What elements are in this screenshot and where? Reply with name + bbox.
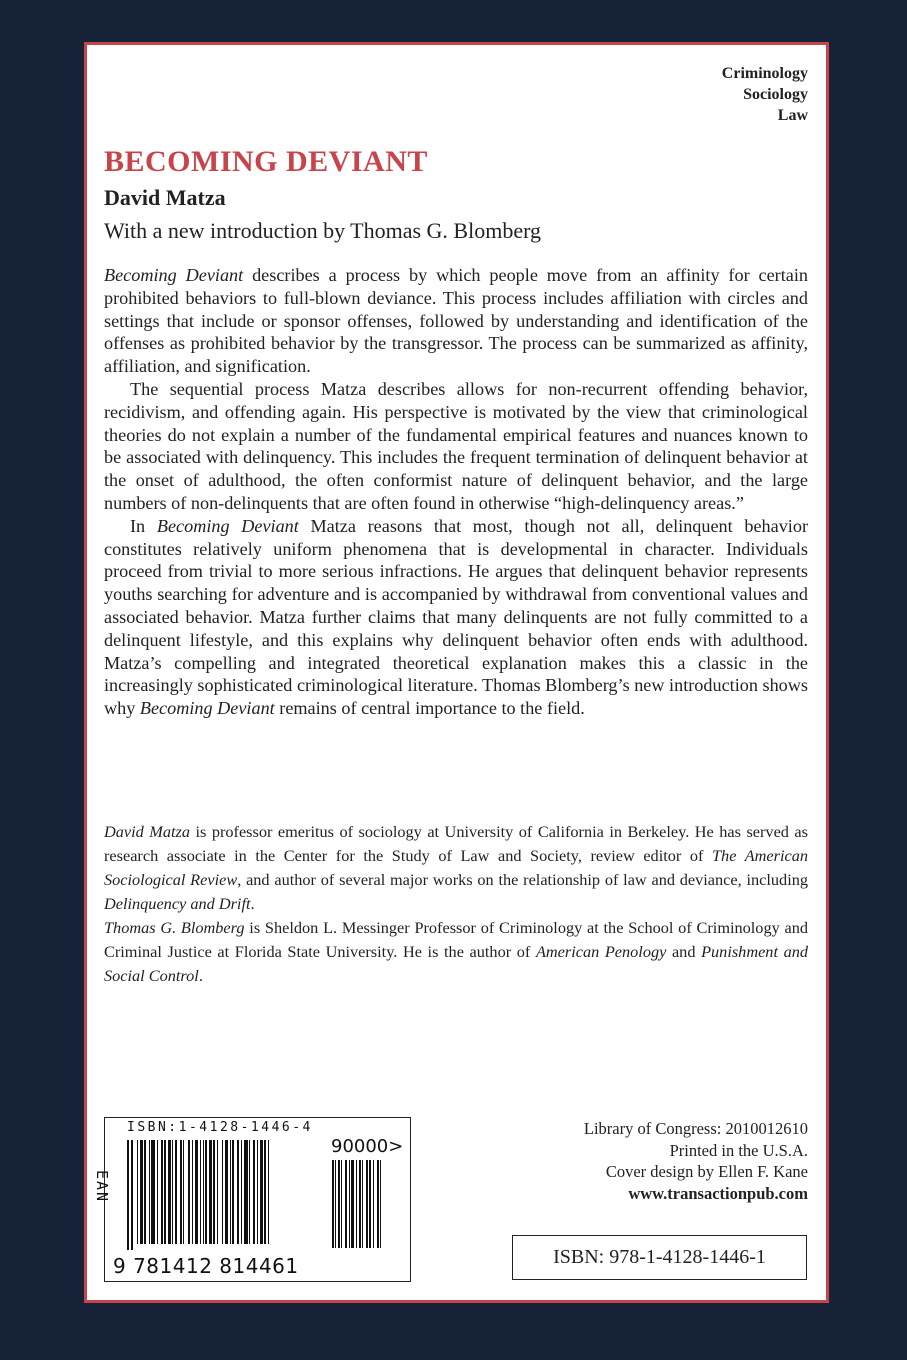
library-of-congress: Library of Congress: 2010012610 <box>583 1119 808 1138</box>
isbn-box: ISBN: 978-1-4128-1446-1 <box>512 1235 807 1280</box>
barcode-bar <box>369 1160 371 1248</box>
barcode-bar <box>213 1140 215 1244</box>
barcode-bar <box>332 1160 334 1248</box>
barcode-bar <box>244 1140 248 1244</box>
barcode-bar <box>249 1140 250 1244</box>
barcode-bar <box>180 1140 182 1244</box>
barcode-bar <box>164 1140 166 1244</box>
barcode-bar <box>366 1160 368 1248</box>
barcode-bar <box>264 1140 266 1244</box>
barcode-bar <box>253 1140 255 1244</box>
subject-categories <box>722 63 808 126</box>
title-italic: Becoming Deviant <box>139 698 275 719</box>
barcode-bar <box>188 1140 190 1244</box>
subject-criminology: Criminology <box>721 65 808 82</box>
cover-design-credit: Cover design by Ellen F. Kane <box>605 1162 808 1181</box>
description-paragraph-2: The sequential process Matza describes allows for non-recurrent offending behavior, recidivism, and offending again. His perspective is motivated by the view that criminological theories do not explain a number of the fundamental empirical features and nuances known to be associated with delinquency. This includes the frequent termination of delinquent behavior at the onset of adulthood, the often conformist nature of delinquent behavior, and the large numbers of non-delinquents that are often found in otherwise “high-delinquency areas.” <box>104 378 808 513</box>
barcode-addon-bars <box>332 1160 394 1252</box>
barcode-bar <box>209 1140 212 1244</box>
barcode-bar <box>356 1160 357 1248</box>
subject-sociology: Sociology <box>743 86 808 103</box>
book-author: David Matza <box>104 185 226 210</box>
barcode-bar <box>345 1160 347 1248</box>
title-italic: Becoming Deviant <box>156 515 299 536</box>
barcode-bar <box>377 1160 379 1248</box>
barcode-bar <box>195 1140 198 1244</box>
barcode-bar <box>203 1140 204 1244</box>
barcode-bar <box>127 1140 129 1250</box>
barcode-bar <box>268 1140 269 1244</box>
ean-digits: 9 781412 814461 <box>113 1254 299 1278</box>
ean-label: EAN <box>93 1170 111 1204</box>
printed-in: Printed in the U.S.A. <box>669 1140 808 1160</box>
barcode-bar <box>373 1160 374 1248</box>
barcode-bar <box>341 1160 342 1248</box>
subject-law: Law <box>777 107 808 124</box>
barcode-bar <box>241 1140 242 1244</box>
barcode-bar <box>172 1140 173 1244</box>
barcode-bar <box>217 1140 218 1244</box>
barcode-bar <box>200 1140 201 1244</box>
barcode-bar <box>380 1160 381 1248</box>
barcode-bar <box>359 1160 361 1248</box>
barcode-bar <box>140 1140 143 1244</box>
bio-blomberg: Thomas G. Blomberg is Sheldon L. Messinger Professor of Criminology at the School of Criminology and Criminal Justice at Florida State University. He is the author of American Penology and Punishment and Social Control. <box>104 918 809 985</box>
barcode-bar <box>151 1140 155 1244</box>
barcode-bar <box>175 1140 177 1244</box>
barcode-bar <box>144 1140 146 1244</box>
barcode-bar <box>161 1140 163 1244</box>
back-cover-panel <box>87 45 826 1300</box>
barcode-bars <box>127 1140 325 1252</box>
barcode-bar <box>205 1140 207 1244</box>
title-italic: Becoming Deviant <box>104 265 244 285</box>
publisher-website: www.transactionpub.com <box>628 1183 808 1203</box>
introduction-credit: With a new introduction by Thomas G. Blomberg <box>104 218 542 243</box>
publisher-info <box>584 1118 808 1204</box>
description-paragraph-1: Becoming Deviant describes a process by which people move from an affinity for certain prohibited behaviors to full-blown deviance. This process includes affiliation with circles and settings that include or sponsor offenses, followed by understanding and identification of the offenses as prohibited behavior by the transgressor. The process can be summarized as affinity, affiliation, and signification. <box>104 265 809 377</box>
barcode-bar <box>137 1140 138 1244</box>
barcode-isbn-label: ISBN:1-4128-1446-4 <box>127 1120 313 1135</box>
barcode-bar <box>335 1160 336 1248</box>
barcode-bar <box>257 1140 258 1244</box>
barcode-bar <box>157 1140 158 1244</box>
barcode-bar <box>183 1140 184 1244</box>
description-paragraph-3: In Becoming Deviant Matza reasons that most, though not all, delinquent behavior constitutes relatively uniform phenomena that is developmental in character. Individuals proceed from trivial to more serious infractions. He argues that delinquent behavior represents youths searching for adventure and is accompanied by withdrawal from conventional values and associated behavior. Matza further claims that many delinquents are not fully committed to a delinquent lifestyle, and this explains why delinquent behavior often ends with adulthood. Matza’s compelling and integrated theoretical explanation makes this a classic in the increasingly sophisticated criminological literature. Thomas Blomberg’s new introduction shows why Becoming Deviant remains of central importance to the field. <box>104 515 809 719</box>
barcode-bar <box>349 1160 350 1248</box>
barcode-bar <box>260 1140 263 1244</box>
barcode-bar <box>230 1140 231 1244</box>
barcode-bar <box>338 1160 340 1248</box>
barcode-bar <box>131 1140 133 1250</box>
book-description <box>104 264 808 720</box>
barcode <box>93 1117 411 1282</box>
barcode-bar <box>362 1160 363 1248</box>
author-bios <box>104 820 808 988</box>
barcode-bar <box>225 1140 228 1244</box>
book-title: BECOMING DEVIANT <box>104 145 428 178</box>
barcode-bar <box>149 1140 150 1244</box>
bio-matza: David Matza is professor emeritus of sociology at University of California in Berkeley. He has served as research associate in the Center for the Study of Law and Society, review editor of The American Sociological Review, and author of several major works on the relationship of law and deviance, including Delinquency and Drift. <box>104 822 808 913</box>
barcode-bar <box>237 1140 239 1244</box>
barcode-bar <box>232 1140 234 1244</box>
barcode-bar <box>192 1140 193 1244</box>
barcode-bar <box>222 1140 223 1244</box>
barcode-bar <box>168 1140 171 1244</box>
barcode-addon-number: 90000> <box>331 1136 404 1157</box>
barcode-bar <box>351 1160 354 1248</box>
